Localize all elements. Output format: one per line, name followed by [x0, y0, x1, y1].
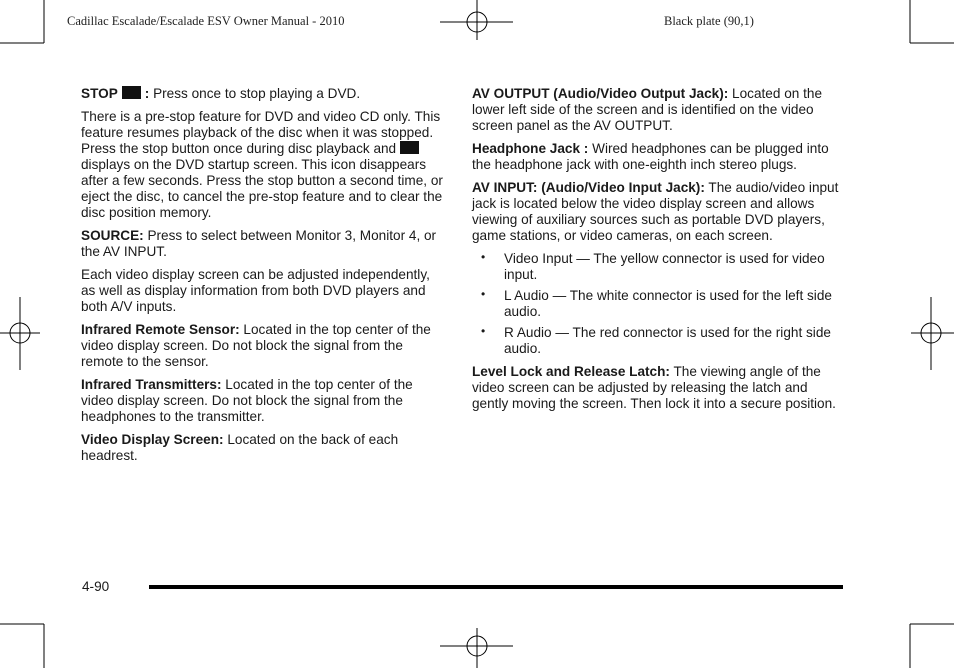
av-output-paragraph: [472, 86, 840, 134]
list-item: [472, 251, 840, 283]
stop-square-icon: [400, 141, 419, 154]
list-item-text: Video Input — The yellow connector is used for video input.: [504, 251, 825, 282]
list-item: [472, 325, 840, 357]
source-paragraph: [81, 228, 443, 260]
av-input-paragraph: [472, 180, 840, 244]
video-display-label: Video Display Screen:: [81, 432, 224, 447]
source-text: Press to select between Monitor 3, Monitor 4, or the AV INPUT.: [81, 228, 437, 259]
header-manual-title: Cadillac Escalade/Escalade ESV Owner Manual - 2010: [67, 14, 345, 28]
footer-rule: [149, 585, 843, 589]
ir-transmitters-text: Located in the top center of the video display screen. Do not block the signal from the headphones to the transmitter.: [81, 377, 413, 424]
list-item-text: L Audio — The white connector is used for the left side audio.: [504, 288, 832, 319]
page-number: 4-90: [82, 579, 110, 594]
adjust-text: Each video display screen can be adjusted independently, as well as display information from both DVD players and both A/V inputs.: [81, 267, 430, 314]
ir-sensor-paragraph: [81, 322, 443, 370]
video-display-text: Located on the back of each headrest.: [81, 432, 399, 463]
pre-stop-text-after: displays on the DVD startup screen. This icon disappears after a few seconds. Press the stop button a second time, or eject the disc, to cancel the pre-stop feature and to clear the disc position memory.: [81, 157, 443, 220]
bullet-icon: •: [481, 324, 486, 338]
pre-stop-text-before: There is a pre-stop feature for DVD and video CD only. This feature resumes playback of the disc when it was stopped. Press the stop button once during disc playback and: [81, 109, 441, 156]
list-item-text: R Audio — The red connector is used for the right side audio.: [504, 325, 831, 356]
stop-square-icon: [122, 86, 141, 99]
headphone-label: Headphone Jack :: [472, 141, 589, 156]
av-output-text: Located on the lower left side of the screen and is identified on the video screen panel as the AV OUTPUT.: [472, 86, 823, 133]
bullet-icon: •: [481, 250, 486, 264]
ir-transmitters-label: Infrared Transmitters:: [81, 377, 222, 392]
header-plate-info: Black plate (90,1): [664, 14, 754, 28]
source-label: SOURCE:: [81, 228, 144, 243]
av-input-label: AV INPUT: (Audio/Video Input Jack):: [472, 180, 705, 195]
bullet-icon: •: [481, 287, 486, 301]
ir-sensor-label: Infrared Remote Sensor:: [81, 322, 240, 337]
stop-paragraph: [81, 86, 443, 102]
pre-stop-paragraph: [81, 109, 443, 221]
headphone-paragraph: [472, 141, 840, 173]
headphone-text: Wired headphones can be plugged into the headphone jack with one-eighth inch stereo plugs.: [472, 141, 829, 172]
ir-transmitters-paragraph: [81, 377, 443, 425]
stop-text: Press once to stop playing a DVD.: [149, 86, 361, 101]
left-column: [81, 86, 443, 471]
right-column: [472, 86, 840, 419]
level-lock-text: The viewing angle of the video screen can be adjusted by releasing the latch and gently moving the screen. Then lock it into a secure position.: [472, 364, 836, 411]
stop-colon: :: [144, 86, 150, 101]
av-input-text: The audio/video input jack is located below the video display screen and allows viewing of auxiliary sources such as portable DVD players, game stations, or video cameras, on each screen.: [472, 180, 839, 243]
adjust-paragraph: [81, 267, 443, 315]
connector-list: [472, 251, 840, 357]
video-display-paragraph: [81, 432, 443, 464]
av-output-label: AV OUTPUT (Audio/Video Output Jack):: [472, 86, 729, 101]
level-lock-paragraph: [472, 364, 840, 412]
list-item: [472, 288, 840, 320]
stop-label: STOP: [81, 86, 118, 101]
ir-sensor-text: Located in the top center of the video display screen. Do not block the signal from the remote to the sensor.: [81, 322, 431, 369]
level-lock-label: Level Lock and Release Latch:: [472, 364, 670, 379]
